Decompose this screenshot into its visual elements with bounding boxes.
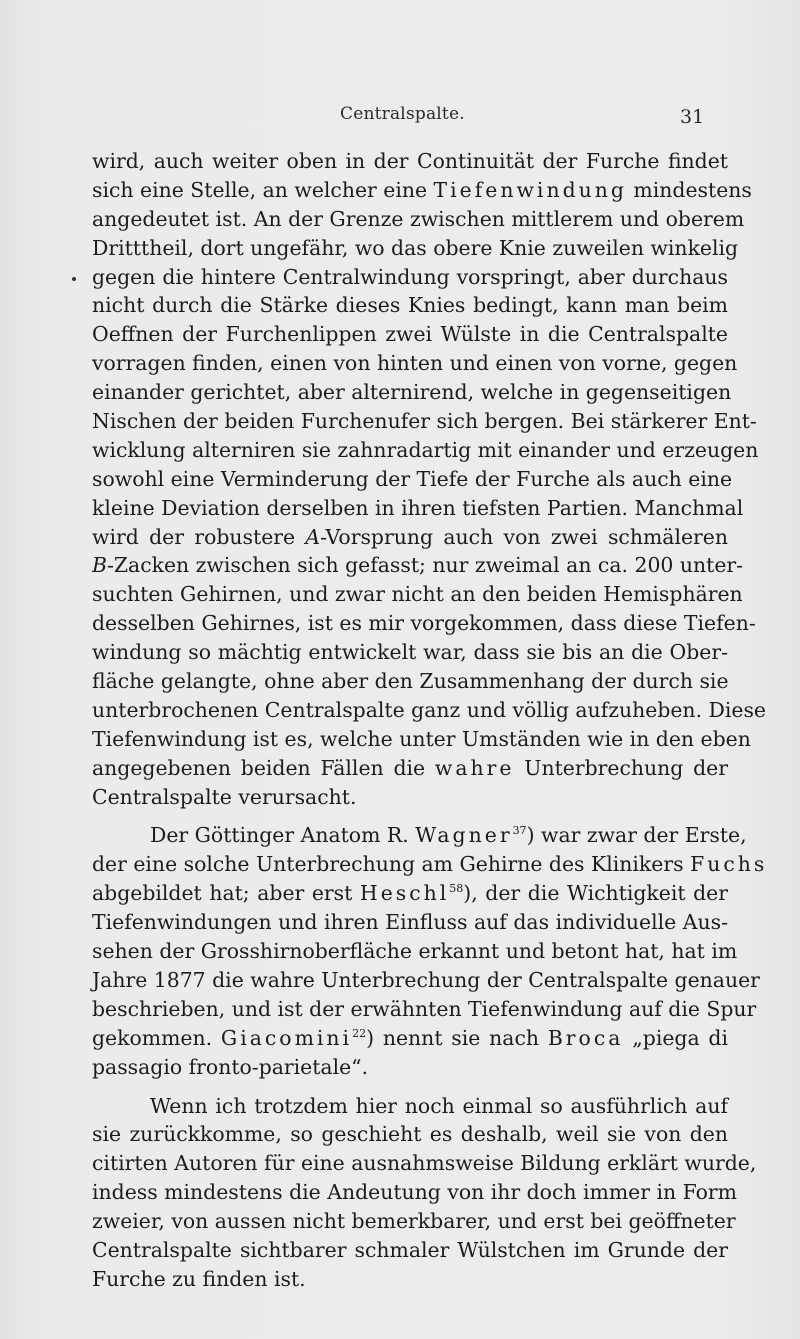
- text-line: desselben Gehirnes, ist es mir vorgekommen, dass diese Tiefen-: [92, 611, 756, 636]
- text-line: Dritttheil, dort ungefähr, wo das obere Knie zuweilen winkelig: [92, 235, 739, 260]
- text-line: unterbrochenen Centralspalte ganz und völlig aufzuheben. Diese: [92, 697, 766, 722]
- text-line: sie zurückkomme, so geschieht es deshalb, weil sie von den: [92, 1122, 728, 1147]
- text-line: wicklung alterniren sie zahnradartig mit einander und erzeugen: [92, 437, 759, 462]
- text-line: [92, 821, 747, 850]
- text-fragment: mindestens: [626, 177, 752, 202]
- text-line: Centralspalte sichtbarer schmaler Wülstchen im Grunde der: [92, 1237, 728, 1262]
- running-title: Centralspalte.: [340, 104, 465, 124]
- text-fragment: gekommen.: [92, 1025, 221, 1050]
- paragraph-3: [92, 1092, 757, 1294]
- text-line: Furche zu finden ist.: [92, 1266, 306, 1291]
- text-fragment: abgebildet hat; aber erst: [92, 881, 360, 906]
- text-line: [92, 879, 728, 908]
- text-line: wird, auch weiter oben in der Continuität der Furche findet: [92, 149, 728, 173]
- text-line: Jahre 1877 die wahre Unterbrechung der Centralspalte genauer: [92, 967, 760, 992]
- italic-letter: B: [92, 553, 107, 578]
- author-name: Fuchs: [690, 852, 768, 877]
- text-line: windung so mächtig entwickelt war, dass sie bis an die Ober-: [92, 640, 728, 665]
- text-line: [92, 754, 728, 783]
- italic-letter: A: [305, 524, 321, 549]
- text-line: indess mindestens die Andeutung von ihr doch immer in Form: [92, 1180, 737, 1205]
- paragraph-gap: [92, 811, 728, 821]
- emphasis-spaced: wahre: [434, 755, 515, 780]
- emphasis-spaced: Tiefenwindung: [433, 177, 627, 202]
- footnote-ref: 58: [449, 882, 464, 896]
- text-line: fläche gelangte, ohne aber den Zusammenhang der durch sie: [92, 669, 729, 694]
- text-line: Tiefenwindungen und ihren Einfluss auf das individuelle Aus-: [92, 910, 728, 935]
- text-fragment: „piega di: [623, 1025, 728, 1050]
- footnote-ref: 37: [512, 824, 527, 838]
- text-fragment: Unterbrechung der: [514, 755, 728, 780]
- text-fragment: -Zacken zwischen sich gefasst; nur zweimal an ca. 200 unter-: [106, 553, 744, 578]
- page-header: [0, 104, 800, 134]
- text-line: gegen die hintere Centralwindung vorspringt, aber durchaus: [92, 264, 728, 289]
- page-number: 31: [680, 106, 705, 128]
- text-fragment: sich eine Stelle, an welcher eine: [92, 177, 434, 202]
- paragraph-1: [92, 147, 766, 811]
- text-fragment: Der Göttinger Anatom R.: [150, 823, 416, 848]
- footnote-ref: 22: [352, 1026, 367, 1040]
- text-line: kleine Deviation derselben in ihren tiefsten Partien. Manchmal: [92, 495, 744, 520]
- text-line: [92, 176, 752, 205]
- text-line: citirten Autoren für eine ausnahmsweise Bildung erklärt wurde,: [92, 1151, 757, 1176]
- text-line: suchten Gehirnen, und zwar nicht an den beiden Hemisphären: [92, 582, 743, 607]
- body-text: [92, 147, 768, 1294]
- author-name: Giacomini: [220, 1025, 353, 1050]
- author-name: Broca: [547, 1025, 624, 1050]
- paragraph-2: [92, 821, 768, 1081]
- author-name: Heschl: [359, 881, 450, 906]
- paragraph-gap: [92, 1082, 728, 1092]
- text-line: [92, 523, 728, 552]
- text-line: Wenn ich trotzdem hier noch einmal so ausführlich auf: [150, 1093, 728, 1118]
- text-line: [92, 850, 768, 879]
- text-line: [92, 551, 744, 580]
- text-line: angedeutet ist. An der Grenze zwischen mittlerem und oberem: [92, 206, 745, 231]
- text-line: sehen der Grosshirnoberfläche erkannt und betont hat, hat im: [92, 939, 738, 964]
- text-line: Oeffnen der Furchenlippen zwei Wülste in die Centralspalte: [92, 322, 728, 347]
- text-line: Centralspalte verursacht.: [92, 784, 357, 809]
- text-fragment: ), der die Wichtigkeit der: [463, 881, 728, 906]
- text-line: zweier, von aussen nicht bemerkbarer, und erst bei geöffneter: [92, 1209, 736, 1234]
- text-line: sowohl eine Verminderung der Tiefe der Furche als auch eine: [92, 466, 733, 491]
- text-fragment: -Vorsprung auch von zwei schmäleren: [320, 524, 728, 549]
- text-line: Tiefenwindung ist es, welche unter Umständen wie in den eben: [92, 726, 751, 751]
- text-line: Nischen der beiden Furchenufer sich bergen. Bei stärkerer Ent-: [92, 409, 757, 434]
- text-fragment: ) nennt sie nach: [366, 1025, 548, 1050]
- text-fragment: der eine solche Unterbrechung am Gehirne des Klinikers: [92, 852, 691, 877]
- text-line: beschrieben, und ist der erwähnten Tiefenwindung auf die Spur: [92, 996, 757, 1021]
- text-fragment: wird der robustere: [92, 524, 306, 549]
- text-line: passagio fronto-parietale“.: [92, 1054, 369, 1079]
- margin-dot-mark: [72, 277, 76, 281]
- text-line: einander gerichtet, aber alternirend, welche in gegenseitigen: [92, 380, 732, 405]
- text-fragment: ) war zwar der Erste,: [526, 823, 747, 848]
- text-line: [92, 1024, 728, 1053]
- text-line: vorragen finden, einen von hinten und einen von vorne, gegen: [92, 351, 738, 376]
- author-name: Wagner: [415, 823, 513, 848]
- text-line: nicht durch die Stärke dieses Knies bedingt, kann man beim: [92, 293, 728, 318]
- text-fragment: angegebenen beiden Fällen die: [92, 755, 435, 780]
